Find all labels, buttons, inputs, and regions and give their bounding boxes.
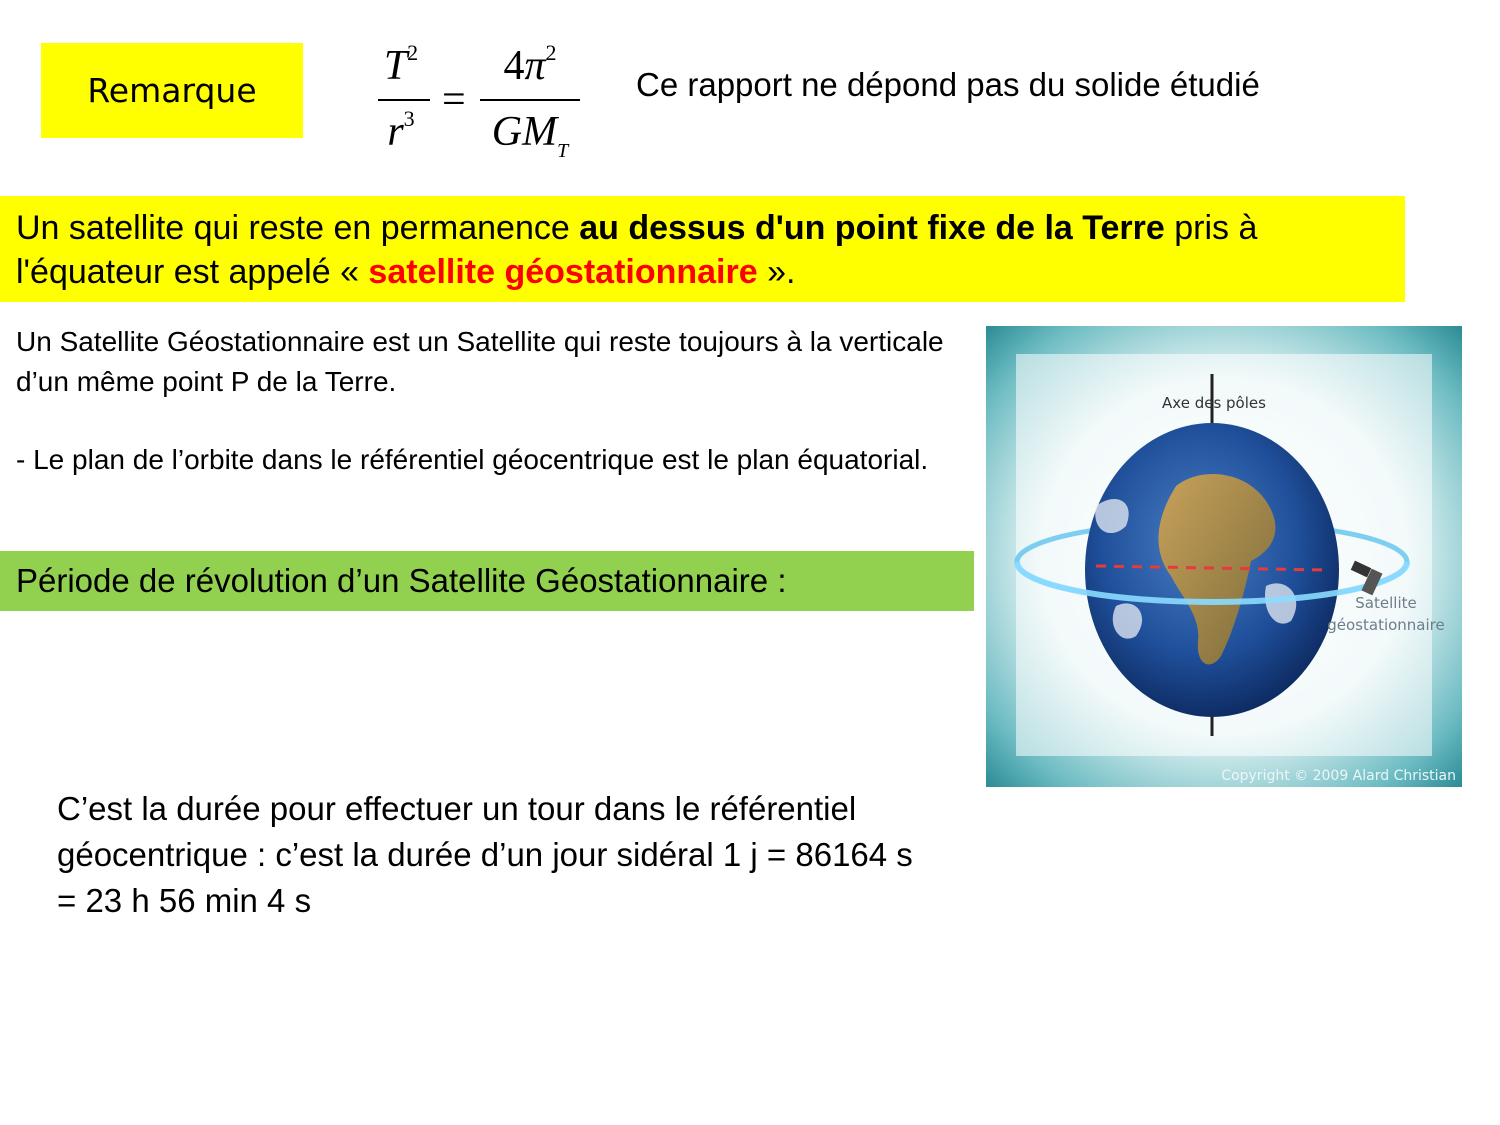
geostationary-satellite-figure [986,326,1462,787]
ratio-note: Ce rapport ne dépond pas du solide étudié [636,66,1260,103]
rhs-numerator-pi: π [524,43,546,89]
definition-part1: Un satellite qui reste en permanence [16,209,580,247]
geostationary-description: Un Satellite Géostationnaire est un Satellite qui reste toujours à la verticale d’un même point P de la Terre. [16,326,944,397]
rhs-numerator-coefficient: 4 [503,43,525,89]
definition-part3: ». [757,253,796,291]
remarque-text: Remarque [87,71,257,110]
remarque-label [41,43,303,138]
definition-part2: pris à l'équateur est appelé « [16,209,1258,291]
lhs-fraction-bar [378,99,430,101]
axis-label: Axe des pôles [1162,394,1266,412]
period-heading [0,551,974,611]
lhs-denominator: r [387,109,404,155]
lhs-numerator-exponent: 2 [407,40,419,65]
rhs-fraction-bar [480,99,580,101]
orbit-plane-note: - Le plan de l’orbite dans le référentiel géocentrique est le plan équatorial. [16,444,929,475]
lhs-numerator: T [383,43,408,89]
kepler-formula [370,38,600,168]
rhs-fraction [478,38,582,168]
copyright-text: Copyright © 2009 Alard Christian [1221,768,1456,784]
definition-bold: au dessus d'un point fixe de la Terre [579,209,1165,247]
equals-sign: = [442,77,466,123]
rhs-denominator: GM [491,109,558,155]
satellite-label-line2: géostationnaire [1327,616,1445,634]
rhs-numerator-exponent: 2 [545,40,557,65]
definition-box [0,196,1405,302]
definition-highlight: satellite géostationnaire [368,253,758,291]
earth-illustration [986,326,1462,787]
sidereal-day-explanation: C’est la durée pour effectuer un tour dans le référentiel géocentrique : c’est la durée d’un jour sidéral 1 j = 86164 s = 23 h 56 min 4 s [57,790,913,919]
period-heading-text: Période de révolution d’un Satellite Géostationnaire : [16,562,787,599]
lhs-fraction [370,38,432,168]
lhs-denominator-exponent: 3 [403,106,415,131]
satellite-label-line1: Satellite [1355,594,1417,612]
rhs-denominator-subscript: T [557,140,569,162]
